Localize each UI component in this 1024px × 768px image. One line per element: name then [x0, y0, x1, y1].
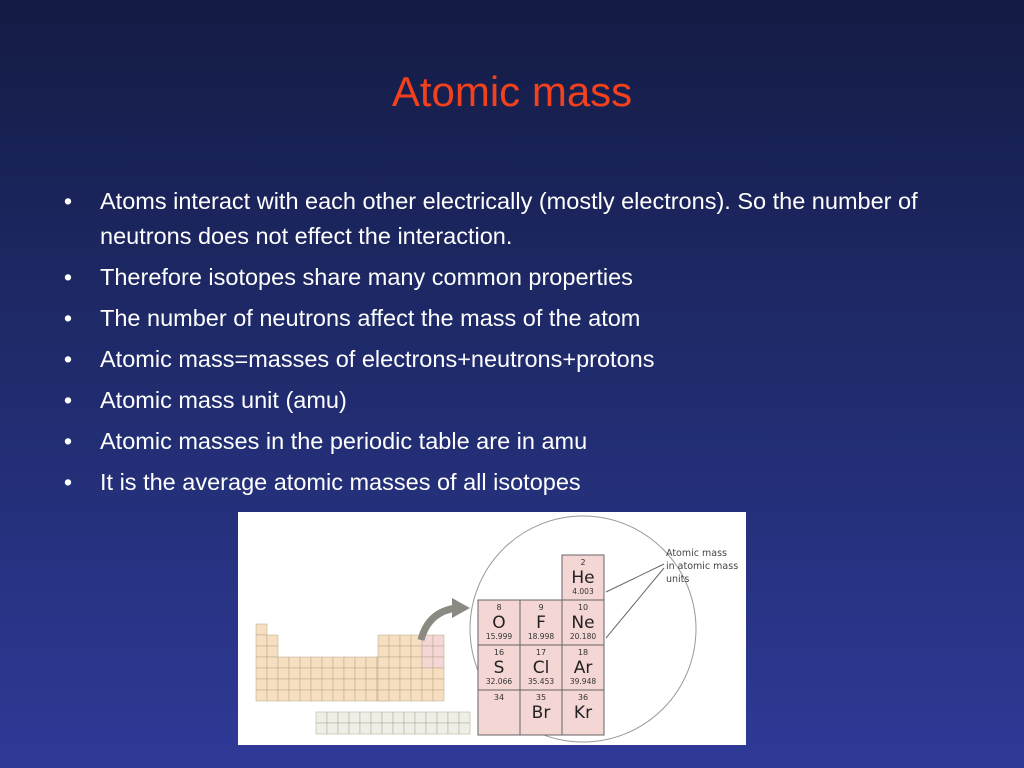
- bullet-glyph: •: [63, 305, 73, 331]
- mini-table-cell: [389, 690, 400, 701]
- mini-table-cell: [267, 690, 278, 701]
- mini-table-cell: [289, 668, 300, 679]
- mini-table-cell: [322, 657, 333, 668]
- bullet-item: [58, 260, 978, 295]
- atomic-mass: 4.003: [572, 587, 594, 596]
- mini-table-cell: [366, 657, 377, 668]
- mini-table-cell: [256, 668, 267, 679]
- mini-table-cell: [411, 646, 422, 657]
- mini-table-cell: [267, 679, 278, 690]
- bullet-text: Atoms interact with each other electrically (mostly electrons). So the number of neutrons does not effect the interaction.: [100, 188, 918, 249]
- bullet-item: [58, 383, 978, 418]
- mini-table-cell: [422, 679, 433, 690]
- atomic-mass: 20.180: [569, 632, 597, 641]
- zoom-arrow-head: [452, 598, 470, 618]
- mini-table-cell: [311, 679, 322, 690]
- mini-table-cell: [355, 668, 366, 679]
- mini-table-cell: [300, 668, 311, 679]
- atomic-number: 10: [577, 603, 589, 612]
- mini-table-cell: [322, 679, 333, 690]
- element-cell: [478, 690, 520, 735]
- mini-table-cell: [404, 723, 415, 734]
- mini-table-cell: [344, 657, 355, 668]
- mini-table-cell: [437, 723, 448, 734]
- mini-table-cell: [278, 657, 289, 668]
- atomic-mass: 32.066: [485, 677, 513, 686]
- mini-table-cell: [389, 657, 400, 668]
- element-cell: [520, 600, 562, 645]
- mini-table-cell: [289, 679, 300, 690]
- mini-table-cell: [366, 668, 377, 679]
- bullet-list: [58, 184, 978, 506]
- element-symbol: Ar: [573, 658, 593, 678]
- mini-table-cell: [333, 657, 344, 668]
- atomic-number: 35: [535, 693, 547, 702]
- mini-table-cell: [338, 723, 349, 734]
- bullet-text: Atomic masses in the periodic table are in amu: [100, 428, 588, 454]
- mini-table-cell: [378, 668, 389, 679]
- element-symbol: Kr: [573, 703, 593, 723]
- element-symbol: O: [492, 613, 506, 633]
- mini-table-cell: [433, 657, 444, 668]
- mini-table-cell: [426, 723, 437, 734]
- mini-table-cell: [311, 657, 322, 668]
- mini-table-cell: [400, 646, 411, 657]
- mini-table-cell: [411, 690, 422, 701]
- element-symbol: S: [493, 658, 505, 678]
- mini-table-cell: [349, 712, 360, 723]
- mini-table-cell: [426, 712, 437, 723]
- slide-title: Atomic mass: [391, 68, 633, 115]
- atomic-number: 34: [493, 693, 505, 702]
- mini-table-cell: [433, 646, 444, 657]
- element-symbol: Br: [531, 703, 551, 723]
- mini-table-cell: [411, 657, 422, 668]
- atomic-number: 9: [538, 603, 544, 612]
- mini-table-cell: [316, 712, 327, 723]
- element-symbol: Ne: [571, 613, 595, 633]
- element-cell: [562, 555, 604, 600]
- element-symbol: F: [536, 613, 546, 633]
- mini-table-cell: [378, 635, 389, 646]
- mini-table-cell: [415, 712, 426, 723]
- periodic-table-illustration: [238, 512, 746, 745]
- mini-table-cell: [322, 668, 333, 679]
- atomic-number: 17: [535, 648, 547, 657]
- mini-table-cell: [327, 723, 338, 734]
- bullet-glyph: •: [63, 387, 73, 413]
- bullet-text: Atomic mass unit (amu): [100, 387, 347, 413]
- mini-table-cell: [360, 723, 371, 734]
- mini-table-cell: [393, 723, 404, 734]
- mini-table-cell: [355, 679, 366, 690]
- mini-table-cell: [422, 690, 433, 701]
- mini-table-cell: [411, 668, 422, 679]
- mini-table-cell: [366, 690, 377, 701]
- mini-table-cell: [311, 690, 322, 701]
- mini-table-cell: [371, 712, 382, 723]
- element-symbol: He: [571, 568, 595, 588]
- mini-table-cell: [355, 657, 366, 668]
- bullet-text: The number of neutrons affect the mass of the atom: [100, 305, 641, 331]
- element-cell: [562, 600, 604, 645]
- mini-table-cell: [355, 690, 366, 701]
- mini-table-cell: [400, 668, 411, 679]
- mini-table-cell: [422, 657, 433, 668]
- mini-table-cell: [256, 690, 267, 701]
- mini-table-cell: [422, 646, 433, 657]
- element-cell: [520, 690, 562, 735]
- bullet-glyph: •: [63, 469, 73, 495]
- atomic-mass: 18.998: [527, 632, 555, 641]
- mini-table-cell: [267, 635, 278, 646]
- bullet-text: It is the average atomic masses of all isotopes: [100, 469, 581, 495]
- mini-table-cell: [278, 668, 289, 679]
- bullet-item: [58, 184, 978, 254]
- mini-table-cell: [382, 712, 393, 723]
- mini-table-cell: [433, 668, 444, 679]
- mini-table-cell: [448, 712, 459, 723]
- mini-table-cell: [344, 668, 355, 679]
- mini-table-cell: [378, 690, 389, 701]
- mini-table-cell: [333, 679, 344, 690]
- mini-table-cell: [459, 723, 470, 734]
- periodic-table-figure: [238, 512, 746, 745]
- mini-table-cell: [316, 723, 327, 734]
- mini-table-cell: [300, 657, 311, 668]
- mini-table-cell: [349, 723, 360, 734]
- mini-table-cell: [338, 712, 349, 723]
- mini-table-cell: [256, 679, 267, 690]
- mini-table-cell: [300, 690, 311, 701]
- mini-table-cell: [382, 723, 393, 734]
- bullet-item: [58, 301, 978, 336]
- element-cell: [478, 600, 520, 645]
- mini-table-cell: [433, 679, 444, 690]
- bullet-text: Atomic mass=masses of electrons+neutrons+protons: [100, 346, 655, 372]
- mini-table-cell: [278, 690, 289, 701]
- mini-table-cell: [433, 635, 444, 646]
- mini-table-cell: [333, 690, 344, 701]
- element-cell: [562, 645, 604, 690]
- bullet-item: [58, 465, 978, 500]
- mini-table-cell: [371, 723, 382, 734]
- mini-table-cell: [267, 668, 278, 679]
- mini-table-cell: [437, 712, 448, 723]
- mini-table-cell: [378, 679, 389, 690]
- mini-table-cell: [327, 712, 338, 723]
- bullet-glyph: •: [63, 188, 73, 214]
- mini-table-cell: [389, 679, 400, 690]
- atomic-mass: 35.453: [527, 677, 555, 686]
- bullet-glyph: •: [63, 428, 73, 454]
- callout-line-3: units: [666, 574, 690, 585]
- bullet-glyph: •: [63, 264, 73, 290]
- mini-table-cell: [366, 679, 377, 690]
- mini-table-cell: [344, 679, 355, 690]
- mini-table-cell: [400, 679, 411, 690]
- callout-line-2: in atomic mass: [666, 561, 739, 572]
- mini-table-cell: [278, 679, 289, 690]
- mini-table-cell: [267, 646, 278, 657]
- mini-table-cell: [448, 723, 459, 734]
- mini-table-cell: [400, 657, 411, 668]
- mini-table-cell: [256, 624, 267, 635]
- mini-table-cell: [415, 723, 426, 734]
- mini-table-cell: [389, 646, 400, 657]
- atomic-number: 18: [577, 648, 589, 657]
- atomic-number: 2: [580, 558, 586, 567]
- mini-table-cell: [344, 690, 355, 701]
- mini-table-cell: [322, 690, 333, 701]
- mini-table-cell: [389, 668, 400, 679]
- mini-table-cell: [256, 646, 267, 657]
- mini-table-cell: [289, 690, 300, 701]
- mini-table-cell: [256, 657, 267, 668]
- mini-table-cell: [404, 712, 415, 723]
- mini-table-cell: [300, 679, 311, 690]
- mini-table-cell: [360, 712, 371, 723]
- element-cell: [478, 645, 520, 690]
- mini-table-cell: [393, 712, 404, 723]
- bullet-glyph: •: [63, 346, 73, 372]
- mini-table-cell: [267, 657, 278, 668]
- atomic-number: 8: [496, 603, 502, 612]
- mini-table-cell: [459, 712, 470, 723]
- mini-table-cell: [289, 657, 300, 668]
- mini-table-cell: [256, 635, 267, 646]
- bullet-text: Therefore isotopes share many common properties: [100, 264, 633, 290]
- element-symbol: Cl: [532, 658, 550, 678]
- mini-table-cell: [378, 657, 389, 668]
- callout-line-1: Atomic mass: [666, 548, 727, 559]
- mini-table-cell: [400, 635, 411, 646]
- mini-table-cell: [400, 690, 411, 701]
- atomic-mass: 39.948: [569, 677, 597, 686]
- mini-periodic-table: [256, 624, 470, 734]
- mini-table-cell: [433, 690, 444, 701]
- bullet-item: [58, 342, 978, 377]
- atomic-mass: 15.999: [485, 632, 513, 641]
- bullet-item: [58, 424, 978, 459]
- element-cell: [562, 690, 604, 735]
- mini-table-cell: [378, 646, 389, 657]
- element-cell: [520, 645, 562, 690]
- mini-table-cell: [389, 635, 400, 646]
- mini-table-cell: [333, 668, 344, 679]
- atomic-number: 16: [493, 648, 505, 657]
- atomic-number: 36: [577, 693, 589, 702]
- mini-table-cell: [411, 679, 422, 690]
- mini-table-cell: [311, 668, 322, 679]
- mini-table-cell: [422, 668, 433, 679]
